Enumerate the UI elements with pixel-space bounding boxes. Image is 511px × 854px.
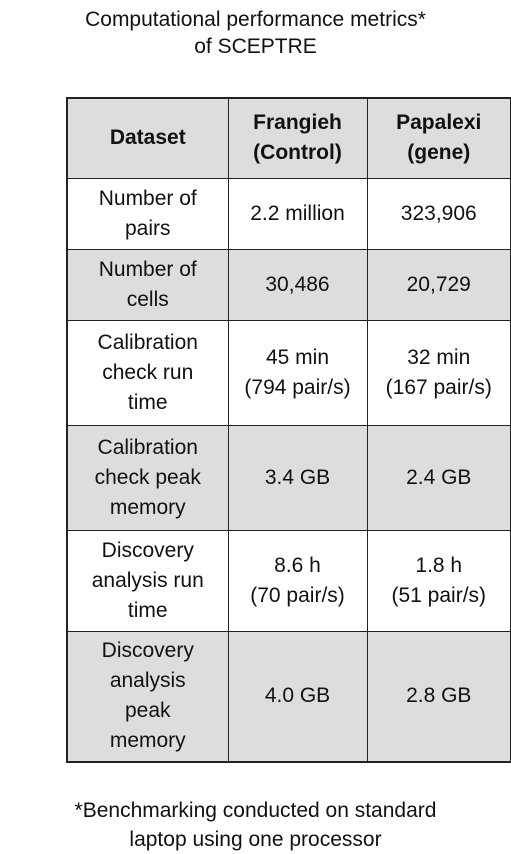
- cell-line: (794 pair/s): [244, 375, 351, 399]
- footnote: [0, 796, 511, 854]
- cell-line: 2.8 GB: [406, 684, 472, 708]
- header-row: [67, 98, 511, 178]
- row-label-line: Number of: [98, 257, 197, 281]
- cell-papalexi: [367, 530, 511, 631]
- header-papalexi-line: (gene): [407, 141, 471, 165]
- row-label-line: check run: [102, 360, 194, 384]
- row-label: [67, 249, 228, 320]
- cell-frangieh: [228, 631, 367, 762]
- row-label-line: time: [127, 390, 168, 414]
- row-label-line: memory: [109, 729, 186, 753]
- table-row: [67, 425, 511, 530]
- title-line-2: of SCEPTRE: [194, 35, 317, 58]
- table-row: [67, 320, 511, 425]
- row-label-line: time: [127, 598, 168, 622]
- cell-line: (167 pair/s): [385, 375, 492, 399]
- row-label-line: Calibration: [97, 330, 198, 354]
- cell-papalexi: [367, 320, 511, 425]
- table-row: [67, 178, 511, 249]
- row-label-line: Discovery: [101, 639, 194, 663]
- header-frangieh-line: Frangieh: [253, 111, 342, 135]
- row-label-line: Discovery: [101, 538, 194, 562]
- cell-line: 4.0 GB: [264, 684, 331, 708]
- row-label: [67, 631, 228, 762]
- table-row: [67, 530, 511, 631]
- cell-line: 3.4 GB: [264, 465, 331, 489]
- header-papalexi: [367, 98, 511, 178]
- cell-line: 8.6 h: [274, 553, 321, 577]
- row-label-line: analysis: [109, 669, 186, 693]
- row-label-line: pairs: [124, 216, 171, 240]
- cell-line: 32 min: [407, 345, 471, 369]
- cell-frangieh: [228, 320, 367, 425]
- cell-line: 323,906: [400, 201, 477, 225]
- row-label-line: cells: [126, 287, 169, 311]
- table-row: [67, 631, 511, 762]
- title-line-1: Computational performance metrics*: [85, 8, 426, 31]
- page-title: [0, 6, 511, 60]
- row-label-line: peak: [124, 699, 171, 723]
- table-row: [67, 249, 511, 320]
- cell-frangieh: [228, 425, 367, 530]
- row-label-line: Number of: [98, 186, 197, 210]
- cell-line: 20,729: [406, 272, 471, 296]
- header-frangieh: [228, 98, 367, 178]
- cell-frangieh: [228, 249, 367, 320]
- row-label-line: memory: [109, 495, 186, 519]
- metrics-table: [66, 97, 511, 763]
- header-papalexi-line: Papalexi: [396, 111, 482, 135]
- row-label: [67, 178, 228, 249]
- cell-line: 2.2 million: [250, 201, 345, 225]
- cell-line: 45 min: [265, 345, 330, 369]
- cell-line: 1.8 h: [415, 553, 463, 577]
- cell-papalexi: [367, 425, 511, 530]
- cell-papalexi: [367, 249, 511, 320]
- row-label: [67, 530, 228, 631]
- row-label: [67, 425, 228, 530]
- footnote-line-1: *Benchmarking conducted on standard: [74, 799, 437, 822]
- cell-frangieh: [228, 530, 367, 631]
- row-label: [67, 320, 228, 425]
- cell-papalexi: [367, 178, 511, 249]
- header-frangieh-line: (Control): [253, 141, 342, 165]
- cell-line: 2.4 GB: [406, 465, 472, 489]
- cell-papalexi: [367, 631, 511, 762]
- footnote-line-2: laptop using one processor: [129, 828, 382, 851]
- cell-frangieh: [228, 178, 367, 249]
- row-label-line: check peak: [94, 465, 201, 489]
- row-label-line: analysis run: [91, 568, 204, 592]
- cell-line: (70 pair/s): [250, 583, 345, 607]
- cell-line: 30,486: [265, 272, 330, 296]
- row-label-line: Calibration: [97, 435, 198, 459]
- header-dataset: Dataset: [67, 98, 228, 178]
- cell-line: (51 pair/s): [391, 583, 487, 607]
